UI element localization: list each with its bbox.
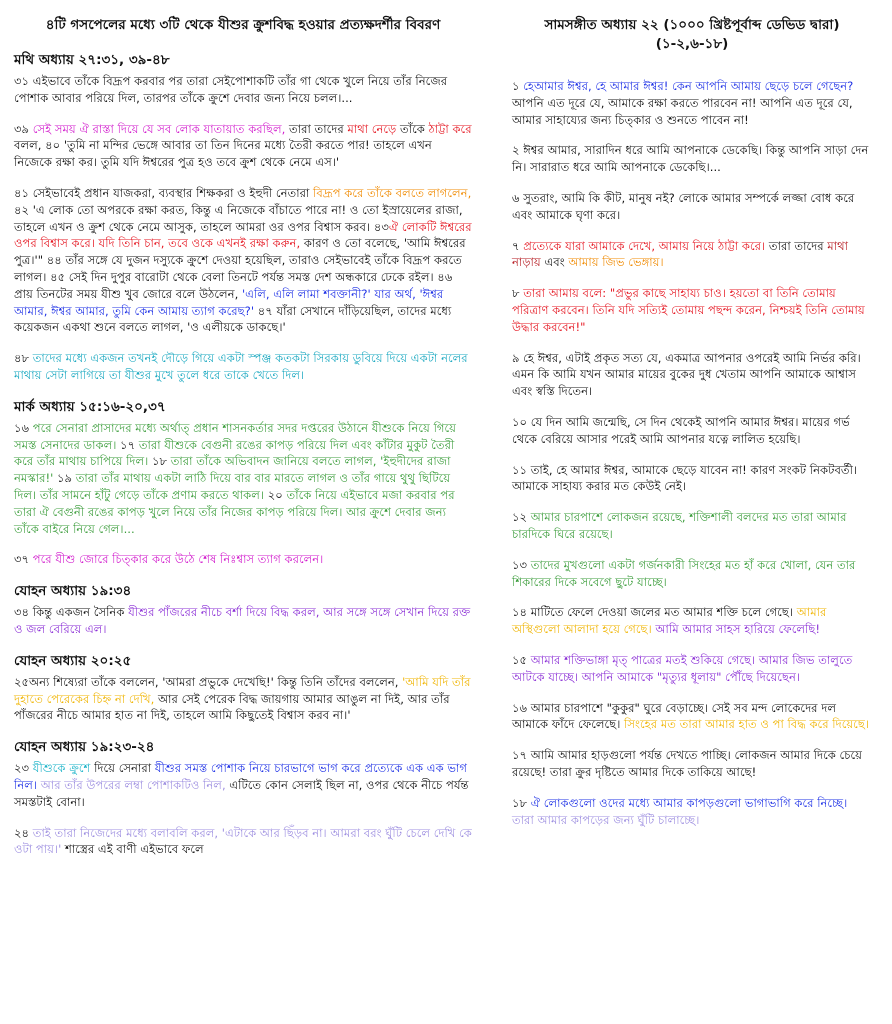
gospels-title: ৪টি গসপেলের মধ্যে ৩টি থেকে যীশুর ক্রুশবিদ্ধ হওয়ার প্রত্যক্ষদর্শীর বিবরণ xyxy=(45,17,441,33)
verse-text: ১১ তাই, হে আমার ঈশ্বর, আমাকে ছেড়ে যাবেন না! কারণ সংকট নিকটবর্তী। আমাকে সাহায্য করার মত কেউই নেই। xyxy=(512,462,858,494)
verse-text: আর সেই পেরেক বিদ্ধ জায়গায় আমার আঙুল না দিই, আর তাঁর পাঁজরের নীচে আমার হাত না দিই, তাহলে আমি কিছুতেই বিশ্বাস করব না।' xyxy=(14,691,450,723)
verse-paragraph xyxy=(14,121,472,171)
verse-text: তাদের মধ্যে একজন তখনই দৌড়ে গিয়ে একটা স্পঞ্জ কতকটা সিরকায় ডুবিয়ে দিয়ে একটা নলের মাথায় সেটা লাগিয়ে তা যীশুর মুখে তুলে ধরে তাকে খেতে দিল। xyxy=(14,351,468,382)
verse-text: তারা তাদের xyxy=(285,121,348,136)
verse-text: ৭ xyxy=(512,238,524,253)
passage-heading: মার্ক অধ্যায় ১৫:১৬-২০,৩৭ xyxy=(14,398,166,415)
verse-text: ৪২ 'এ লোক তো অপরকে রক্ষা করত, কিন্তু এ নিজেকে বাঁচাতে পারে না! ও তো ইস্রায়েলের রাজা, তাহলে এখন ও ক্রুশ থেকে নেমে আসুক, তাহলে আমরা ওর ওপর বিশ্বাস করব। ৪৩ xyxy=(14,202,463,234)
verse-text: ১৭ আমি আমার হাড়গুলো পর্যন্ত দেখতে পাচ্ছি। লোকজন আমার দিকে চেয়ে রয়েছে! তারা ক্রুর দৃষ্টিতে আমার দিকে তাকিয়ে আছে! xyxy=(512,748,862,779)
verse-paragraph xyxy=(512,285,872,335)
verse-text: ১৮ xyxy=(512,795,531,810)
verse-paragraph xyxy=(14,825,472,859)
verse-text: আপনি এত দূরে যে, আমাকে রক্ষা করতে পারবেন না! আপনি এত দূরে যে, আমার সাহায্যের জন্য চিত্কার ও শুনতে পাবেন না! xyxy=(512,95,853,127)
verse-paragraph xyxy=(512,350,872,400)
verse-text: ৯ হে ঈশ্বর, এটাই প্রকৃত সত্য যে, একমাত্র আপনার ওপরেই আমি নির্ভর করি। এমন কি আমি যখন আমার মায়ের বুকের দুধ খেতাম আপনি আমাকে আশ্বাস এবং স্বস্তি দিতেন। xyxy=(512,350,861,399)
verse-paragraph xyxy=(512,557,872,591)
verse-text: ঠাট্টা করে xyxy=(428,121,472,136)
verse-paragraph xyxy=(512,414,872,448)
verse-text: ঐ লোকগুলো ওদের মধ্যে আমার কাপড়গুলো ভাগাভাগি করে নিচ্ছে। xyxy=(530,795,848,810)
verse-paragraph xyxy=(512,462,872,496)
verse-text: আমার অস্থিগুলো আলাদা হয়ে গেছে। xyxy=(512,605,827,637)
verse-text: তারা তাঁর মাথায় একটা লাঠি দিয়ে বার বার মারতে লাগল ও তাঁর গায়ে থুথু ছিটিয়ে দিল। তাঁর সামনে হাঁটু গেড়ে তাঁকে প্রণাম করতে থাকল। xyxy=(14,471,451,502)
verse-text: ২০ xyxy=(264,487,287,502)
verse-text: এটিতে কোন সেলাই ছিল না, ওপর থেকে নীচে পর্যন্ত সমস্তটাই বোনা। xyxy=(14,777,469,809)
passage-heading: যোহন অধ্যায় ২০:২৫ xyxy=(14,652,132,669)
verse-text: তারা আমার কাপড়ের জন্য ঘুঁটি চালাচ্ছে। xyxy=(512,812,700,827)
verse-text: আমার শক্তিভাঙ্গা মৃত্ পাত্রের মতই শুকিয়ে গেছে। আমার জিভ তালুতে আটকে যাচ্ছে। আপনি আমাকে "মৃত্যুর ধূলায়" পৌঁছে দিয়েছেন। xyxy=(512,652,853,684)
verse-text: 'এলি, এলি লামা শবক্তানী?' যার অর্থ, 'ঈশ্বর আমার, ঈশ্বর আমার, তুমি কেন আমায় ত্যাগ করেছ?' xyxy=(14,286,444,318)
verse-text: ৩৭ xyxy=(14,552,33,567)
passage-heading: যোহন অধ্যায় ১৯:৩৪ xyxy=(14,583,132,600)
verse-paragraph xyxy=(14,73,472,107)
verse-text: মাথা নাড়ায় xyxy=(512,238,848,270)
verse-text: ১৬ xyxy=(14,420,33,435)
verse-text: দিয়ে সেনারা xyxy=(90,761,155,776)
verse-text: বলল, ৪০ 'তুমি না মন্দির ভেঙ্গে আবার তা তিন দিনের মধ্যে তৈরী করতে পার! তাহলে এখন নিজেকে রক্ষা কর। তুমি যদি ঈশ্বরের পুত্র হও তবে ক্রুশ থেকে নেমে এস।' xyxy=(14,138,432,170)
verse-paragraph xyxy=(14,604,472,638)
verse-text: আমি আমার সাহস হারিয়ে ফেলেছি! xyxy=(651,622,820,637)
verse-paragraph xyxy=(14,420,472,538)
psalm-title: সামসঙ্গীত অধ্যায় ২২ (১০০০ খ্রিষ্টপূর্বাব্দ ডেভিড দ্বারা) (১-২,৬-১৮) xyxy=(544,17,840,52)
verse-text: সিংহের মত তারা আমার হাত ও পা বিদ্ধ করে দিয়েছে। xyxy=(624,717,870,732)
verse-text: ১৩ xyxy=(512,557,531,572)
psalm-body xyxy=(512,78,872,828)
verse-text: তারা তাদের xyxy=(765,238,828,253)
verse-paragraph xyxy=(14,551,472,568)
verse-text: পরে সেনারা প্রাসাদের মধ্যে অর্থাত্ প্রধান শাসনকর্তার সদর দপ্তরের উঠানে যীশুকে নিয়ে গিয়ে সমস্ত সেনাদের ডাকল। xyxy=(14,420,456,452)
verse-paragraph xyxy=(512,747,872,781)
gospels-body xyxy=(14,51,472,858)
verse-paragraph xyxy=(14,350,472,384)
verse-text: ১৯ xyxy=(53,471,76,486)
verse-text: যীশুর পাঁজরের নীচে বর্শা দিয়ে বিদ্ধ করল, আর সঙ্গে সঙ্গে সেখান দিয়ে রক্ত ও জল বেরিয়ে এল। xyxy=(14,605,471,636)
verse-text: শাস্ত্রের এই বাণী এইভাবে ফলে xyxy=(61,842,204,857)
verse-text: তারা যীশুকে বেগুনী রঙের কাপড় পরিয়ে দিল এবং কাঁটার মুকুট তৈরী করে তাঁর মাথায় চাপিয়ে দিল। xyxy=(14,437,455,469)
verse-text: কারণ ও তো বলেছে, 'আমি ঈশ্বরের পুত্র।'" ৪৪ তাঁর সঙ্গে যে দুজন দস্যুকে ক্রুশে দেওয়া হয়েছিল, তারাও সেইভাবেই তাঁকে বিদ্রূপ করতে লাগল। ৪৫ সেই দিন দুপুর বারোটা থেকে বেলা তিনটে পর্যন্ত সমস্ত দেশ অন্ধকারে ঢেকে রইল। ৪৬ প্রায় তিনটের সময় যীশু খুব জোরে বলে উঠলেন, xyxy=(14,236,466,301)
verse-text: আর তাঁর উপরের লম্বা পোশাকটিও নিল, xyxy=(37,777,226,792)
verse-text: ১ xyxy=(512,79,524,93)
verse-text: ৮ xyxy=(512,286,524,301)
verse-text: ঐ লোকটি ঈশ্বরের ওপর বিশ্বাস করে। যদি তিনি চান, তবে ওকে এখনই রক্ষা করুন, xyxy=(14,219,472,251)
verse-text: তাঁকে xyxy=(396,121,429,136)
verse-text: ১৫ xyxy=(512,652,531,667)
verse-paragraph xyxy=(512,142,872,176)
verse-text: পরে যীশু জোরে চিত্কার করে উঠে শেষ নিঃশ্বাস ত্যাগ করলেন। xyxy=(32,552,324,567)
psalm-column xyxy=(512,0,872,842)
verse-text: ১২ xyxy=(512,510,531,525)
verse-text: সেই সময় ঐ রাস্তা দিয়ে যে সব লোক যাতায়াত করছিল, xyxy=(32,121,286,136)
verse-text: ১৬ আমার চারপাশে "কুকুর" ঘুরে বেড়াচ্ছে। সেই সব মন্দ লোকেদের দল আমাকে ফাঁদে ফেলেছে। xyxy=(512,700,836,732)
verse-paragraph xyxy=(14,185,472,336)
verse-paragraph xyxy=(512,509,872,543)
verse-text: এবং xyxy=(540,255,569,270)
verse-text: তাঁকে নিয়ে এইভাবে মজা করবার পর তারা ঐ বেগুনী রঙের কাপড় খুলে নিয়ে তাঁর নিজের কাপড় পরিয়ে দিল। আর ক্রুশে দেবার জন্য তাঁকে বাইরে নিয়ে গেল।... xyxy=(14,487,455,536)
verse-text: আমায় জিভ ভেঙ্গায়। xyxy=(568,255,664,270)
verse-text: ১৪ মাটিতে ফেলে দেওয়া জলের মত আমার শক্তি চলে গেছে। xyxy=(512,605,797,620)
verse-paragraph xyxy=(512,652,872,686)
verse-text: যীশুর সমস্ত পোশাক নিয়ে চারভাগে ভাগ করে প্রত্যেকে এক এক ভাগ নিল। xyxy=(14,761,468,792)
verse-text: মাথা নেড়ে xyxy=(347,121,397,136)
verse-text: ১৭ xyxy=(116,437,139,452)
verse-text: ৩৪ কিন্তু একজন সৈনিক xyxy=(14,605,129,620)
verse-text: ৬ সুতরাং, আমি কি কীট, মানুষ নই? লোকে আমার সম্পর্কে লজ্জা বোধ করে এবং আমাকে ঘৃণা করে। xyxy=(512,190,855,222)
verse-text: ২৩ xyxy=(14,761,33,776)
verse-text: ৩৯ xyxy=(14,121,33,136)
verse-paragraph xyxy=(14,674,472,724)
verse-text: বিদ্রূপ করে তাঁকে বলতে লাগলেন, xyxy=(313,185,472,200)
verse-paragraph xyxy=(512,795,872,829)
verse-text: ৩১ এইভাবে তাঁকে বিদ্রূপ করবার পর তারা সেইপোশাকটি তাঁর গা থেকে খুলে নিয়ে তাঁর নিজের পোশাক আবার পরিয়ে দিল, তারপর তাঁকে ক্রুশে দেবার জন্য নিয়ে চলল।... xyxy=(14,74,448,105)
passage-heading: যোহন অধ্যায় ১৯:২৩-২৪ xyxy=(14,739,155,756)
verse-text: 'আমি যদি তাঁর দুহাতে পেরেকের চিহ্ন না দেখি, xyxy=(14,674,471,706)
verse-paragraph xyxy=(512,190,872,224)
verse-text: ৪৮ xyxy=(14,351,33,366)
verse-text: আমার চারপাশে লোকজন রয়েছে, শক্তিশালী বলদের মত তারা আমার চারদিকে ঘিরে রয়েছে। xyxy=(512,510,847,541)
verse-text: তাদের মুখগুলো একটা গর্জনকারী সিংহের মত হাঁ করে খোলা, যেন তার শিকারের দিকে সবেগে ছুটে যাচ্ছে। xyxy=(512,557,856,589)
verse-text: ২৫অন্য শিষ্যেরা তাঁকে বললেন, 'আমরা প্রভুকে দেখেছি!' কিন্তু তিনি তাঁদের বললেন, xyxy=(14,674,403,689)
verse-text: যীশুকে ক্রুশে xyxy=(32,761,91,776)
passage-heading: মথি অধ্যায় ২৭:৩১, ৩৯-৪৮ xyxy=(14,52,170,68)
verse-paragraph xyxy=(512,604,872,638)
verse-text: ২৪ xyxy=(14,825,33,840)
verse-text: ১০ যে দিন আমি জন্মেছি, সে দিন থেকেই আপনি আমার ঈশ্বর। মায়ের গর্ভ থেকে বেরিয়ে আসার পরেই আমি আপনার যত্নে লালিত হয়েছি। xyxy=(512,414,850,446)
verse-text: ৪৭ যাঁরা সেখানে দাঁড়িয়েছিল, তাদের মধ্যে কয়েকজন একথা শুনে বলতে লাগল, 'ও এলীয়কে ডাকছে।' xyxy=(14,303,452,335)
verse-paragraph xyxy=(512,238,872,272)
verse-text: ২ ঈশ্বর আমার, সারাদিন ধরে আমি আপনাকে ডেকেছি। কিন্তু আপনি সাড়া দেন নি। সারারাত ধরে আমি আপনাকে ডেকেছি।... xyxy=(512,143,869,175)
verse-text: তারা তাঁকে অভিবাদন জানিয়ে বলতে লাগল, 'ইহুদীদের রাজা নমস্কার!' xyxy=(14,454,451,486)
verse-text: ৪১ সেইভাবেই প্রধান যাজকরা, ব্যবস্থার শিক্ষকরা ও ইহুদী নেতারা xyxy=(14,185,314,200)
verse-text: তাই তারা নিজেদের মধ্যে বলাবলি করল, 'এটাকে আর ছিঁড়ব না। আমরা বরং ঘুঁটি চেলে দেখি কে ওটা পায়।' xyxy=(14,825,472,857)
verse-paragraph xyxy=(14,760,472,810)
verse-text: প্রত্যেকে যারা আমাকে দেখে, আমায় নিয়ে ঠাট্টা করে। xyxy=(523,238,766,253)
verse-text: হেআমার ঈশ্বর, হে আমার ঈশ্বর! কেন আপনি আমায় ছেড়ে চলে গেছেন? xyxy=(523,79,854,93)
verse-paragraph xyxy=(512,78,872,128)
gospels-column xyxy=(14,0,472,872)
verse-text: তারা আমায় বলে: "প্রভুর কাছে সাহায্য চাও। হয়তো বা তিনি তোমায় পরিত্রাণ করবেন। তিনি যদি সত্যিই তোমায় পছন্দ করেন, নিশ্চয়ই তিনি তোমায় উদ্ধার করবেন!" xyxy=(512,286,865,334)
verse-text: ১৮ xyxy=(148,454,171,469)
verse-paragraph xyxy=(512,700,872,734)
